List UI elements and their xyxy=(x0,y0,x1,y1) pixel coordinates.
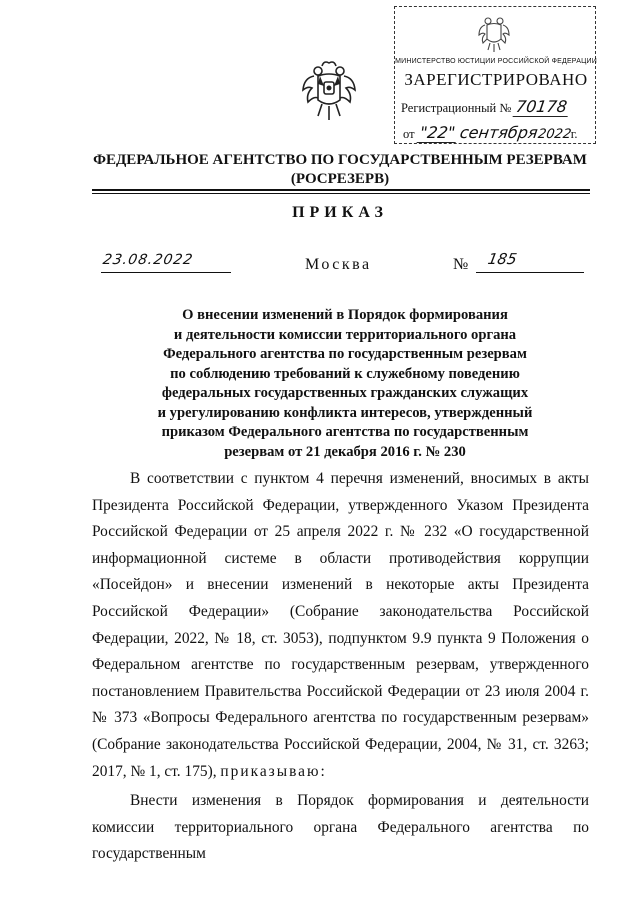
stamp-registered: ЗАРЕГИСТРИРОВАНО xyxy=(404,70,588,89)
registration-stamp xyxy=(394,6,596,144)
body-paragraph-2: Внести изменения в Порядок формирования и деятельности комиссии территориального органа Федерального агентства по государственным xyxy=(92,792,589,863)
order-subject xyxy=(130,306,560,462)
header-rule-thin xyxy=(92,193,590,194)
order-word: приказываю: xyxy=(220,762,327,780)
agency-line-1: ФЕДЕРАЛЬНОЕ АГЕНТСТВО ПО ГОСУДАРСТВЕННЫМ РЕЗЕРВАМ xyxy=(93,152,587,168)
stamp-reg-line xyxy=(401,97,569,117)
stamp-ministry: МИНИСТЕРСТВО ЮСТИЦИИ РОССИЙСКОЙ ФЕДЕРАЦИИ xyxy=(395,58,597,65)
date-underline xyxy=(101,272,231,273)
stamp-emblem-icon xyxy=(477,13,511,53)
order-number: 185 xyxy=(486,250,519,268)
stamp-reg-number: 70178 xyxy=(513,97,571,117)
agency-name xyxy=(60,151,620,189)
stamp-date-year: 2022 xyxy=(536,127,572,142)
subject-line: Федерального агентства по государственным резервам xyxy=(163,346,527,362)
subject-line: и деятельности комиссии территориального органа xyxy=(173,326,517,343)
subject-line: по соблюдению требований к служебному поведению xyxy=(170,365,520,382)
subject-line: и урегулированию конфликта интересов, утвержденный xyxy=(157,404,533,421)
stamp-date-prefix: от xyxy=(403,127,415,141)
stamp-date-month: сентября xyxy=(458,123,539,142)
stamp-date-suffix: г. xyxy=(570,127,578,141)
stamp-date-line xyxy=(403,123,578,143)
subject-line: резервам от 21 декабря 2016 г. № 230 xyxy=(224,443,466,460)
stamp-reg-label: Регистрационный № xyxy=(401,101,512,115)
body-paragraph-1 xyxy=(92,466,589,785)
body-paragraph-1-text: В соответствии с пунктом 4 перечня изменений, вносимых в акты Президента Российской Федерации, утвержденного Указом Президента Российской Федерации от 25 апреля 2022 г. № 232 «О государственной информационной системе в области противодействия коррупции «Посейдон» и внесении изменений в некоторые акты Президента Российской Федерации» (Собрание законодательства Российской Федерации, 2022, № 18, ст. 3053), подпунктом 9.9 пункта 9 Положения о Федеральном агентстве по государственным резервам, утвержденного постановлением Правительства Российской Федерации от 23 июля 2004 г. № 373 «Вопросы Федерального агентства по государственным резервам» (Собрание законодательства Российской Федерации, 2004, № 31, ст. 3263; 2017, № 1, ст. 175), xyxy=(92,470,589,780)
agency-line-2: (РОСРЕЗЕРВ) xyxy=(290,171,390,187)
order-title: ПРИКАЗ xyxy=(292,204,388,221)
order-body xyxy=(92,466,589,868)
order-date: 23.08.2022 xyxy=(101,252,195,268)
number-underline xyxy=(476,272,584,273)
stamp-date-day: "22" xyxy=(416,123,458,143)
header-rule-thick xyxy=(92,189,590,191)
state-emblem-icon xyxy=(300,56,358,126)
order-city: Москва xyxy=(305,256,372,273)
subject-line: приказом Федерального агентства по государственным xyxy=(161,424,529,440)
order-number-label: № xyxy=(453,256,469,273)
subject-line: федеральных государственных гражданских служащих xyxy=(161,385,529,401)
subject-line: О внесении изменений в Порядок формирования xyxy=(182,307,508,323)
